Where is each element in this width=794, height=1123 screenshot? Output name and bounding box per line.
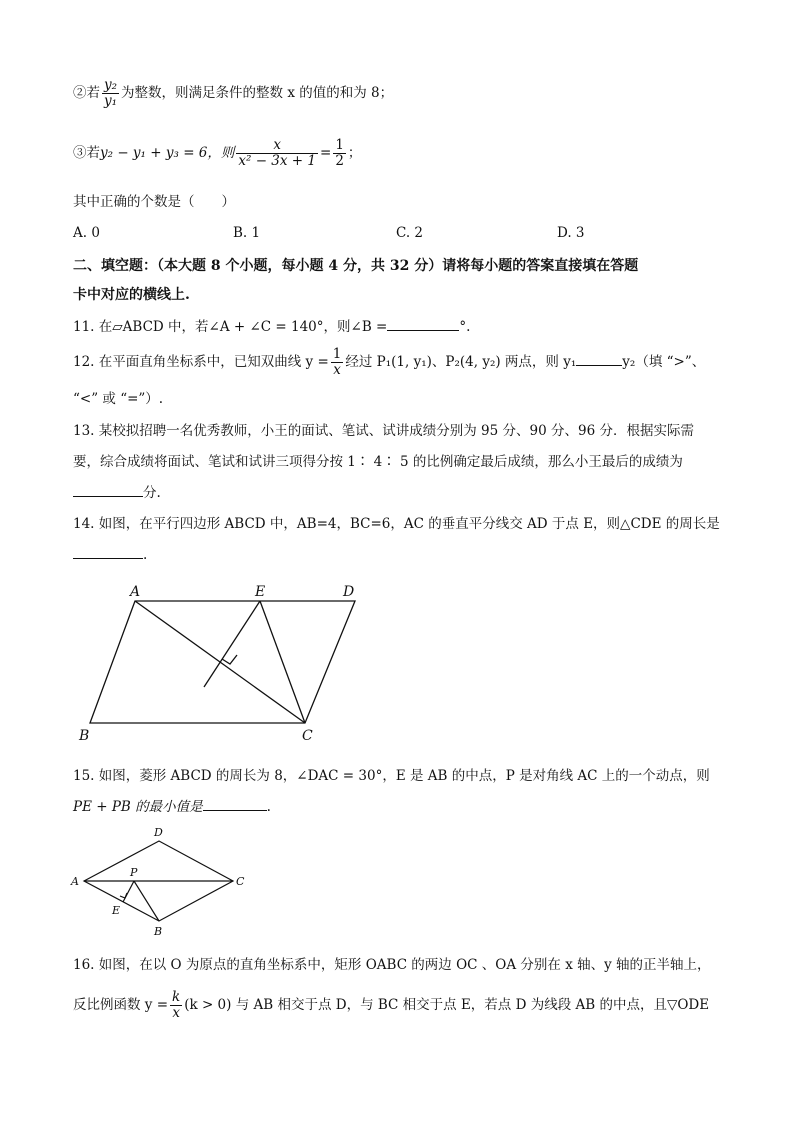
- label-d: D: [154, 826, 163, 839]
- label-e: E: [255, 584, 266, 600]
- question-15-line-1: 15. 如图，菱形 ABCD 的周长为 8，∠DAC = 30°，E 是 AB 的中点，P 是对角线 AC 上的一个动点，则: [73, 768, 710, 784]
- statement-2-tail: 为整数，则满足条件的整数 x 的值的和为 8；: [121, 85, 394, 101]
- label-a: A: [130, 584, 141, 600]
- question-11-after: °.: [459, 319, 471, 335]
- question-prompt: 其中正确的个数是（ ）: [73, 194, 235, 210]
- option-b: B. 1: [233, 225, 261, 241]
- label-e: E: [112, 904, 121, 917]
- label-d: D: [343, 584, 355, 600]
- fraction-numerator: k: [172, 989, 181, 1005]
- question-12-text-2: 经过 P₁(1, y₁)、P₂(4, y₂) 两点，则 y₁: [345, 354, 577, 370]
- parallelogram-figure-14: [70, 580, 370, 745]
- question-12: [73, 347, 705, 378]
- question-11: [73, 317, 470, 337]
- answer-blank-11: [387, 330, 459, 331]
- question-13-line-2: 要，综合成绩将面试、笔试和试讲三项得分按 1∶ 4∶ 5 的比例确定最后成绩，那么小王最后的成绩为: [73, 454, 683, 470]
- question-12-after: y₂（填 “>”、: [622, 354, 706, 370]
- question-16-line-1: 16. 如图，在以 O 为原点的直角坐标系中，矩形 OABC 的两边 OC 、OA 分别在 x 轴、y 轴的正半轴上，: [73, 957, 711, 973]
- statement-3-fraction: [236, 138, 318, 169]
- statement-2-fraction: [102, 78, 119, 109]
- section-2-heading-cont: 卡中对应的横线上.: [73, 287, 190, 303]
- question-14-line-2: [73, 545, 147, 565]
- fraction-denominator: x² − 3x + 1: [238, 153, 316, 169]
- question-16-line-2: [73, 990, 709, 1021]
- fraction-numerator: y₂: [104, 77, 118, 93]
- question-16-text: 反比例函数 y =: [73, 997, 169, 1013]
- answer-blank-15: [203, 810, 267, 811]
- question-12-fraction: [331, 347, 344, 378]
- question-14-line-1: 14. 如图，在平行四边形 ABCD 中，AB=4，BC=6，AC 的垂直平分线交 AD 于点 E，则△CDE 的周长是: [73, 516, 720, 532]
- fraction-denominator: 2: [335, 153, 344, 169]
- statement-3-tail: ；: [347, 145, 362, 161]
- statement-3-marker: ③若: [73, 145, 100, 161]
- statement-2: [73, 78, 393, 109]
- rhombus-figure-15: [68, 822, 258, 942]
- question-13-line-1: 13. 某校拟招聘一名优秀教师，小王的面试、笔试、试讲成绩分别为 95 分、90 分、96 分．根据实际需: [73, 423, 694, 439]
- question-13-line-3: [73, 483, 161, 503]
- answer-blank-14: [73, 558, 143, 559]
- question-15-line-2: [73, 797, 271, 817]
- statement-3-equation: y₂ − y₁ + y₃ = 6，则: [100, 145, 235, 161]
- fraction-denominator: x: [172, 1005, 180, 1021]
- fraction-denominator: y₁: [104, 93, 118, 109]
- question-16-fraction: [170, 990, 182, 1021]
- equals-sign: =: [320, 145, 332, 161]
- question-11-text: 11. 在▱ABCD 中，若∠A + ∠C = 140°，则∠B =: [73, 319, 388, 335]
- option-d: D. 3: [557, 225, 585, 241]
- fraction-numerator: 1: [332, 346, 342, 362]
- question-13-after: 分.: [143, 485, 161, 501]
- label-c: C: [236, 875, 245, 888]
- question-12-line-2: “<” 或 “=”）.: [73, 391, 164, 407]
- segment-pe: [123, 881, 134, 902]
- perpendicular-bisector: [204, 601, 260, 687]
- label-p: P: [130, 866, 138, 879]
- question-16-after: (k > 0) 与 AB 相交于点 D，与 BC 相交于点 E，若点 D 为线段 AB 的中点，且▽ODE: [184, 997, 710, 1013]
- fraction-numerator: x: [236, 138, 318, 154]
- parallelogram-abcd: [90, 601, 355, 723]
- fraction-numerator: 1: [335, 137, 344, 153]
- statement-3-rhs-fraction: [333, 138, 346, 169]
- statement-2-marker: ②若: [73, 85, 100, 101]
- fraction-denominator: x: [333, 362, 341, 378]
- question-15-after: .: [266, 799, 271, 815]
- answer-blank-12: [576, 365, 622, 366]
- segment-ec: [260, 601, 305, 723]
- label-c: C: [302, 728, 313, 744]
- question-15-text: PE + PB 的最小值是: [73, 799, 203, 815]
- statement-3: [73, 138, 361, 169]
- label-a: A: [71, 875, 79, 888]
- question-14-after: .: [143, 547, 148, 563]
- label-b: B: [154, 925, 163, 938]
- section-2-heading: 二、填空题：（本大题 8 个小题，每小题 4 分，共 32 分）请将每小题的答案直接填在答题: [73, 258, 639, 274]
- option-c: C. 2: [396, 225, 424, 241]
- answer-blank-13: [73, 496, 143, 497]
- label-b: B: [79, 728, 90, 744]
- question-12-text-1: 12. 在平面直角坐标系中，已知双曲线 y =: [73, 354, 329, 370]
- option-a: A. 0: [73, 225, 100, 241]
